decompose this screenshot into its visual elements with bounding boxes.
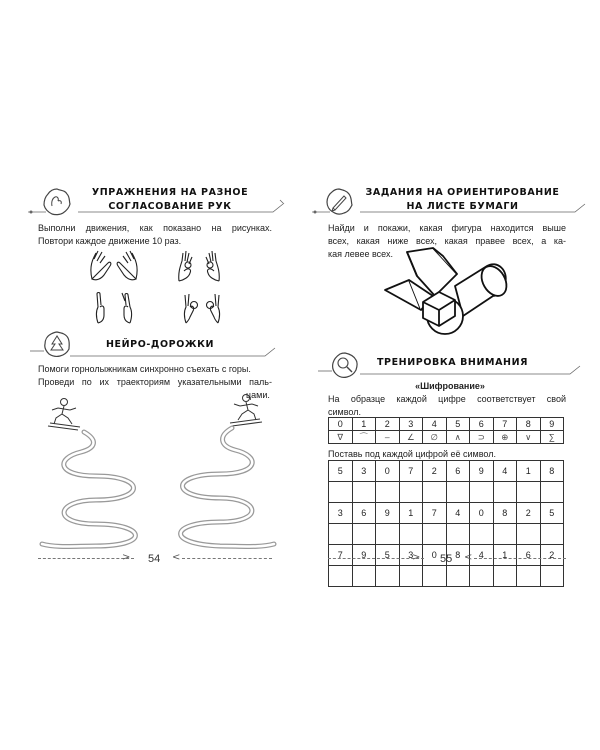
- cipher-task-digits-row: [329, 503, 564, 524]
- key-digit: 3: [399, 418, 423, 431]
- task-digit: 7: [423, 503, 447, 524]
- task-digit: 3: [399, 545, 423, 566]
- footer-dashed-line-left-2: [182, 558, 272, 559]
- answer-cell[interactable]: [329, 566, 353, 587]
- decor-arrow-right-top: [312, 206, 332, 218]
- task-instruction: Поставь под каждой цифрой её символ.: [328, 449, 496, 459]
- cipher-task-answer-row: [329, 524, 564, 545]
- answer-cell[interactable]: [423, 566, 447, 587]
- task-digit: 8: [540, 461, 564, 482]
- cipher-key-digits-row: [329, 418, 564, 431]
- footer-chevron-right-page-right-icon: <: [464, 552, 473, 563]
- orientation-title-line1: ЗАДАНИЯ НА ОРИЕНТИРОВАНИЕ: [365, 187, 560, 198]
- key-digit: 8: [517, 418, 541, 431]
- orientation-instruction-line1: Найди и покажи, какая фигура находится выше: [328, 223, 566, 233]
- answer-cell[interactable]: [470, 524, 494, 545]
- neuro-instruction-line2: Проведи по их траекториям указательными паль-: [38, 377, 272, 387]
- decor-corner-line-right: [360, 198, 590, 216]
- answer-cell[interactable]: [540, 524, 564, 545]
- answer-cell[interactable]: [423, 482, 447, 503]
- task-digit: 5: [376, 545, 400, 566]
- answer-cell[interactable]: [399, 524, 423, 545]
- magnifier-badge-icon: [330, 351, 360, 379]
- task-digit: 0: [470, 503, 494, 524]
- task-digit: 2: [517, 503, 541, 524]
- answer-cell[interactable]: [399, 482, 423, 503]
- decor-corner-line-left-2: [70, 343, 280, 361]
- task-digit: 2: [423, 461, 447, 482]
- orientation-instruction-line2: всех, какая ниже всех, какая правее всех, а ка-: [328, 236, 566, 246]
- decor-corner-line-left: [78, 198, 288, 216]
- task-digit: 5: [540, 503, 564, 524]
- answer-cell[interactable]: [470, 482, 494, 503]
- key-digit: 9: [540, 418, 564, 431]
- hand-gesture-3-icon: [90, 289, 140, 325]
- right-page: [300, 0, 600, 750]
- task-digit: 6: [446, 461, 470, 482]
- task-digit: 9: [352, 545, 376, 566]
- answer-cell[interactable]: [446, 524, 470, 545]
- cipher-instruction-line1: На образце каждой цифре соответствует свой: [328, 394, 566, 404]
- answer-cell[interactable]: [352, 524, 376, 545]
- task-digit: 1: [517, 461, 541, 482]
- answer-cell[interactable]: [493, 566, 517, 587]
- exercise-instruction-line2: Повтори каждое движение 10 раз.: [38, 236, 182, 246]
- answer-cell[interactable]: [376, 566, 400, 587]
- cipher-instruction-line2: символ.: [328, 407, 361, 417]
- key-symbol: ∇: [329, 431, 353, 444]
- answer-cell[interactable]: [399, 566, 423, 587]
- answer-cell[interactable]: [352, 566, 376, 587]
- answer-cell[interactable]: [329, 524, 353, 545]
- exercise-instruction-line1: Выполни движения, как показано на рисунках.: [38, 223, 272, 233]
- task-digit: 5: [329, 461, 353, 482]
- exercise-title-line2: СОГЛАСОВАНИЕ РУК: [108, 201, 232, 212]
- key-digit: 5: [446, 418, 470, 431]
- footer-dashed-line-right: [328, 558, 424, 559]
- key-symbol: ⊕: [493, 431, 517, 444]
- task-digit: 0: [376, 461, 400, 482]
- answer-cell[interactable]: [517, 566, 541, 587]
- exercise-title-line1: УПРАЖНЕНИЯ НА РАЗНОЕ: [91, 187, 249, 198]
- task-digit: 4: [470, 545, 494, 566]
- hand-gesture-2-icon: [174, 247, 224, 285]
- task-digit: 3: [352, 461, 376, 482]
- key-symbol: ∧: [446, 431, 470, 444]
- decor-corner-line-right-2: [360, 361, 590, 379]
- key-digit: 1: [352, 418, 376, 431]
- attention-title: ТРЕНИРОВКА ВНИМАНИЯ: [376, 357, 529, 368]
- decor-arrow-left-top: [28, 206, 48, 218]
- task-digit: 7: [329, 545, 353, 566]
- task-digit: 1: [399, 503, 423, 524]
- key-symbol: ⊃: [470, 431, 494, 444]
- task-digit: 8: [446, 545, 470, 566]
- key-symbol: –: [376, 431, 400, 444]
- answer-cell[interactable]: [423, 524, 447, 545]
- tree-badge-icon: [42, 330, 72, 358]
- cipher-key-symbols-row: [329, 431, 564, 444]
- hand-gesture-1-icon: [86, 247, 142, 285]
- decor-arrow-left-mid: [30, 346, 46, 356]
- answer-cell[interactable]: [517, 482, 541, 503]
- task-digit: 3: [329, 503, 353, 524]
- answer-cell[interactable]: [540, 566, 564, 587]
- page-number-right: 55: [440, 553, 453, 565]
- answer-cell[interactable]: [470, 566, 494, 587]
- answer-cell[interactable]: [376, 482, 400, 503]
- key-digit: 2: [376, 418, 400, 431]
- key-symbol: ∅: [423, 431, 447, 444]
- footer-chevron-right-page-left-icon: >: [412, 552, 421, 563]
- answer-cell[interactable]: [446, 566, 470, 587]
- orientation-instruction-line3: кая левее всех.: [328, 249, 393, 259]
- cipher-task-answer-row: [329, 482, 564, 503]
- answer-cell[interactable]: [493, 482, 517, 503]
- footer-chevron-left-icon: >: [122, 552, 131, 563]
- task-digit: 2: [540, 545, 564, 566]
- neuro-title: НЕЙРО-ДОРОЖКИ: [105, 339, 215, 350]
- key-digit: 6: [470, 418, 494, 431]
- footer-chevron-right-icon: <: [172, 552, 181, 563]
- cipher-subtitle: «Шифрование»: [415, 381, 485, 391]
- key-digit: 0: [329, 418, 353, 431]
- key-symbol: ∑: [540, 431, 564, 444]
- task-digit: 4: [493, 461, 517, 482]
- key-symbol: ⌒: [352, 431, 376, 444]
- page-number-left: 54: [148, 553, 161, 565]
- hand-gesture-4-icon: [178, 289, 228, 325]
- footer-dashed-line-right-2: [474, 558, 566, 559]
- answer-cell[interactable]: [446, 482, 470, 503]
- answer-cell[interactable]: [517, 524, 541, 545]
- ski-track-right: [160, 418, 280, 553]
- cipher-task-table: [328, 460, 564, 587]
- key-symbol: ∠: [399, 431, 423, 444]
- answer-cell[interactable]: [540, 482, 564, 503]
- task-digit: 6: [517, 545, 541, 566]
- key-digit: 4: [423, 418, 447, 431]
- geometric-shapes-figure: [375, 244, 520, 344]
- task-digit: 1: [493, 545, 517, 566]
- cipher-key-table: [328, 417, 564, 444]
- key-digit: 7: [493, 418, 517, 431]
- task-digit: 9: [376, 503, 400, 524]
- cipher-task-answer-row: [329, 566, 564, 587]
- neuro-instruction-line1: Помоги горнолыжникам синхронно съехать с горы.: [38, 364, 251, 374]
- task-digit: 9: [470, 461, 494, 482]
- decor-arrow-right-mid: [318, 366, 334, 376]
- orientation-title-line2: НА ЛИСТЕ БУМАГИ: [406, 201, 519, 212]
- task-digit: 7: [399, 461, 423, 482]
- cipher-task-digits-row: [329, 461, 564, 482]
- task-digit: 6: [352, 503, 376, 524]
- answer-cell[interactable]: [352, 482, 376, 503]
- footer-dashed-line-left: [38, 558, 134, 559]
- key-symbol: ∨: [517, 431, 541, 444]
- answer-cell[interactable]: [329, 482, 353, 503]
- task-digit: 4: [446, 503, 470, 524]
- answer-cell[interactable]: [493, 524, 517, 545]
- task-digit: 8: [493, 503, 517, 524]
- answer-cell[interactable]: [376, 524, 400, 545]
- ski-track-left: [36, 418, 156, 553]
- neuro-instruction-line3: цами.: [246, 390, 270, 400]
- task-digit: 0: [423, 545, 447, 566]
